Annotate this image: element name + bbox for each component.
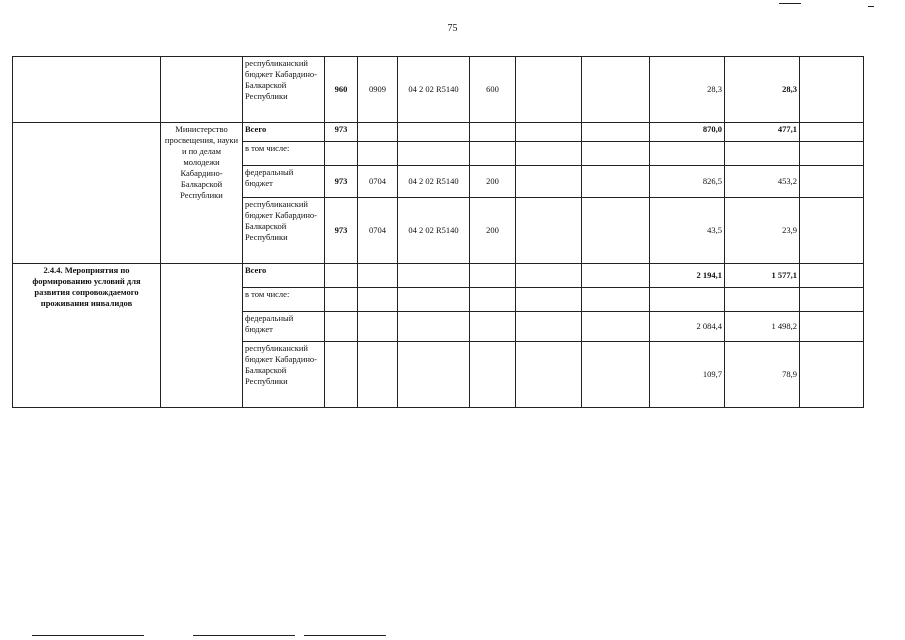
value-1: 2 084,4 bbox=[650, 312, 725, 342]
program-title: 2.4.4. Мероприятия по формированию условий для развития сопровождаемого проживания инвалидов bbox=[13, 264, 161, 408]
program-cell bbox=[13, 57, 161, 123]
funding-source: республиканский бюджет Кабардино-Балкарской Республики bbox=[243, 198, 325, 264]
value-2: 477,1 bbox=[725, 123, 800, 142]
csr-code: 04 2 02 R5140 bbox=[398, 166, 470, 198]
executor-cell bbox=[161, 57, 243, 123]
vr-code: 200 bbox=[470, 198, 516, 264]
value-2: 1 498,2 bbox=[725, 312, 800, 342]
signature-line bbox=[193, 635, 295, 636]
rz-code: 0704 bbox=[358, 198, 398, 264]
total-label: Всего bbox=[243, 264, 325, 288]
vr-code: 200 bbox=[470, 166, 516, 198]
value-2: 23,9 bbox=[725, 198, 800, 264]
budget-table bbox=[12, 56, 864, 408]
funding-source: федеральный бюджет bbox=[243, 166, 325, 198]
ministry-name: Министерство просвещения, науки и по делам молодежи Кабардино-Балкарской Республики bbox=[161, 123, 243, 264]
signature-line bbox=[32, 635, 144, 636]
value-2: 453,2 bbox=[725, 166, 800, 198]
total-label: Всего bbox=[243, 123, 325, 142]
table-row bbox=[13, 57, 864, 123]
program-cell bbox=[13, 123, 161, 264]
value-2: 28,3 bbox=[725, 57, 800, 123]
value-1: 43,5 bbox=[650, 198, 725, 264]
grbs-code: 973 bbox=[325, 123, 358, 142]
top-rule bbox=[779, 3, 801, 4]
funding-source: федеральный бюджет bbox=[243, 312, 325, 342]
vr-code: 600 bbox=[470, 57, 516, 123]
value-2: 78,9 bbox=[725, 342, 800, 408]
grbs-code: 960 bbox=[325, 57, 358, 123]
including-label: в том числе: bbox=[243, 288, 325, 312]
value-1: 28,3 bbox=[650, 57, 725, 123]
rz-code: 0909 bbox=[358, 57, 398, 123]
value-1: 870,0 bbox=[650, 123, 725, 142]
grbs-code: 973 bbox=[325, 198, 358, 264]
csr-code: 04 2 02 R5140 bbox=[398, 57, 470, 123]
grbs-code: 973 bbox=[325, 166, 358, 198]
including-label: в том числе: bbox=[243, 142, 325, 166]
page-number: 75 bbox=[447, 23, 458, 34]
table-row bbox=[13, 123, 864, 142]
rz-code: 0704 bbox=[358, 166, 398, 198]
value-2: 1 577,1 bbox=[725, 264, 800, 288]
value-1: 2 194,1 bbox=[650, 264, 725, 288]
csr-code: 04 2 02 R5140 bbox=[398, 198, 470, 264]
value-1: 109,7 bbox=[650, 342, 725, 408]
executor-cell bbox=[161, 264, 243, 408]
top-rule-short bbox=[868, 6, 874, 7]
value-1: 826,5 bbox=[650, 166, 725, 198]
signature-line bbox=[304, 635, 386, 636]
funding-source: республиканский бюджет Кабардино-Балкарской Республики bbox=[243, 57, 325, 123]
table-row bbox=[13, 264, 864, 288]
funding-source: республиканский бюджет Кабардино-Балкарской Республики bbox=[243, 342, 325, 408]
